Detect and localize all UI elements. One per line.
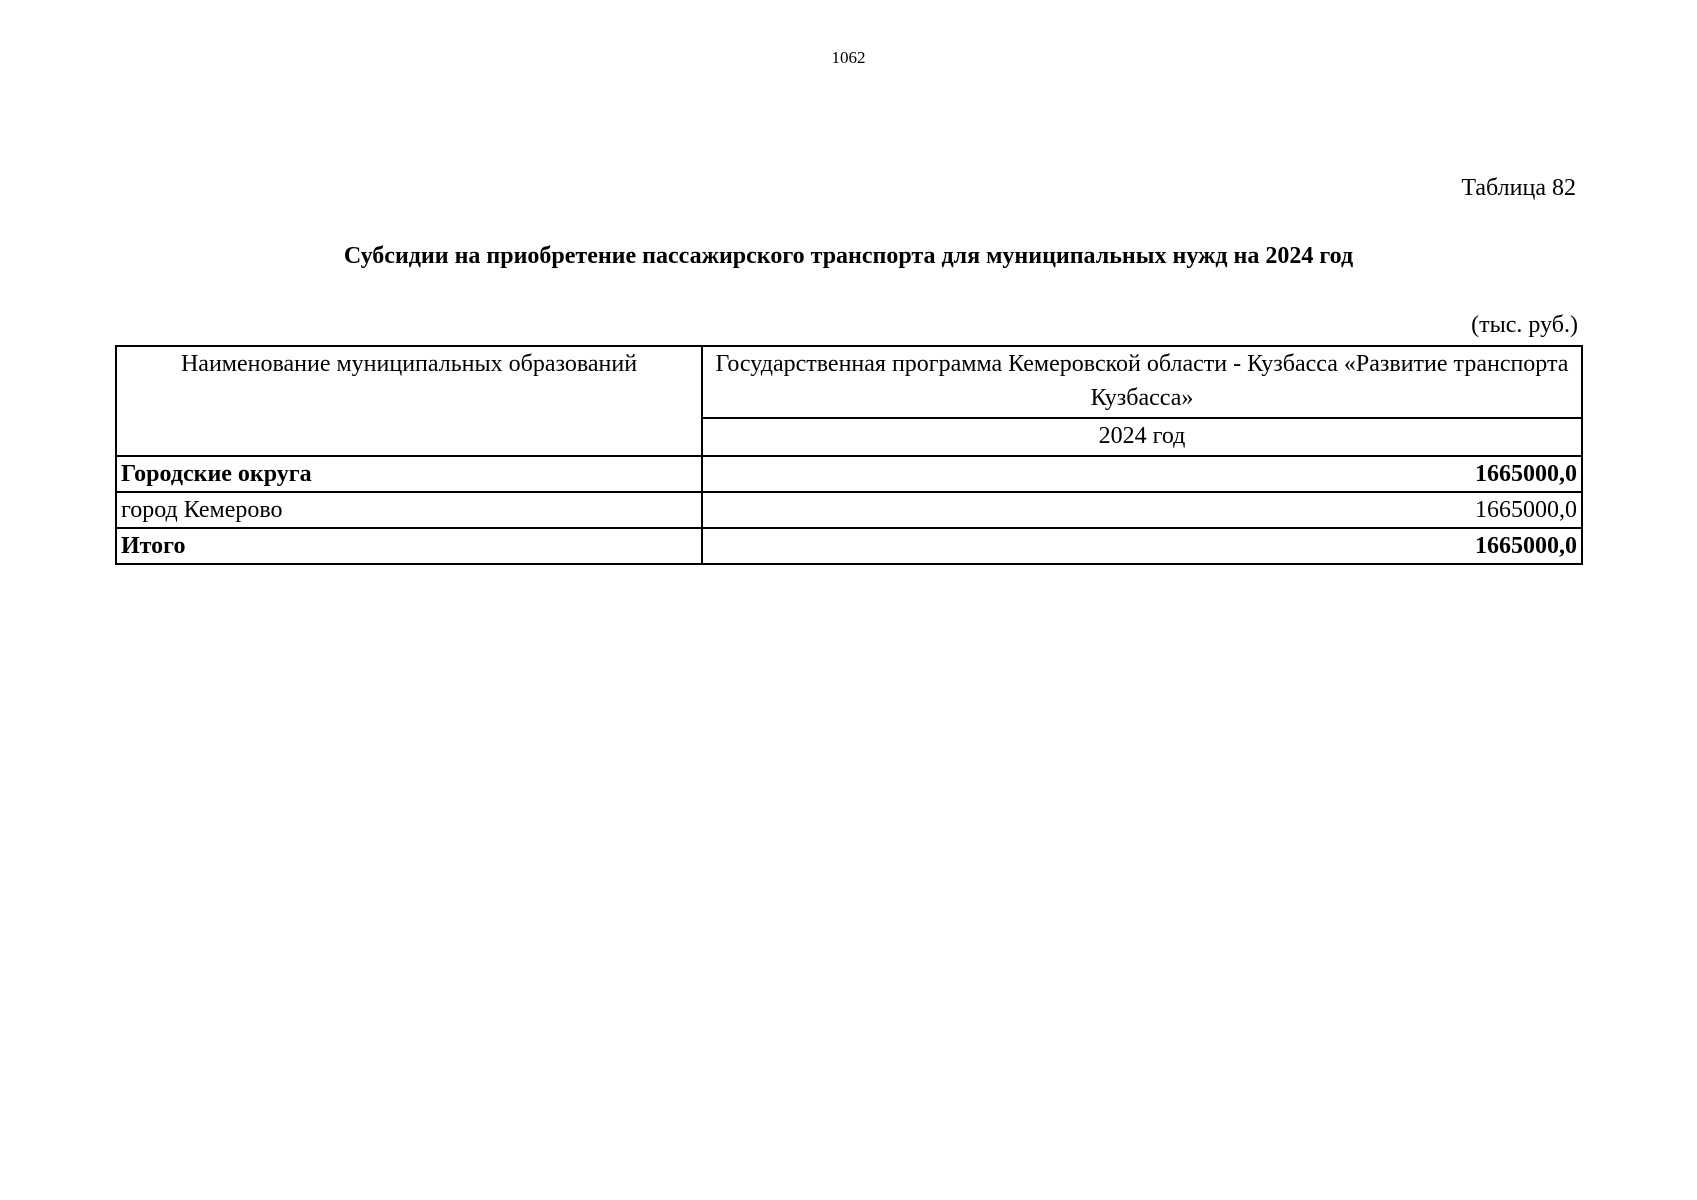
table-label: Таблица 82: [1461, 175, 1576, 201]
header-municipality-name: Наименование муниципальных образований: [116, 346, 702, 456]
table-row: [116, 492, 1582, 528]
row-value: 1665000,0: [702, 492, 1582, 528]
table-header-row: [116, 346, 1582, 418]
row-name: Городские округа: [116, 456, 702, 492]
subsidy-table: [115, 345, 1583, 565]
document-title: Субсидии на приобретение пассажирского транспорта для муниципальных нужд на 2024 год: [343, 243, 1354, 269]
header-year: 2024 год: [702, 418, 1582, 456]
row-name: Итого: [116, 528, 702, 564]
table-row: [116, 456, 1582, 492]
table-row: [116, 528, 1582, 564]
row-value: 1665000,0: [702, 528, 1582, 564]
page-number: 1062: [831, 48, 866, 67]
row-name: город Кемерово: [116, 492, 702, 528]
units-label: (тыс. руб.): [1471, 312, 1578, 338]
header-program: Государственная программа Кемеровской области - Кузбасса «Развитие транспорта Кузбасса»: [702, 346, 1582, 418]
row-value: 1665000,0: [702, 456, 1582, 492]
